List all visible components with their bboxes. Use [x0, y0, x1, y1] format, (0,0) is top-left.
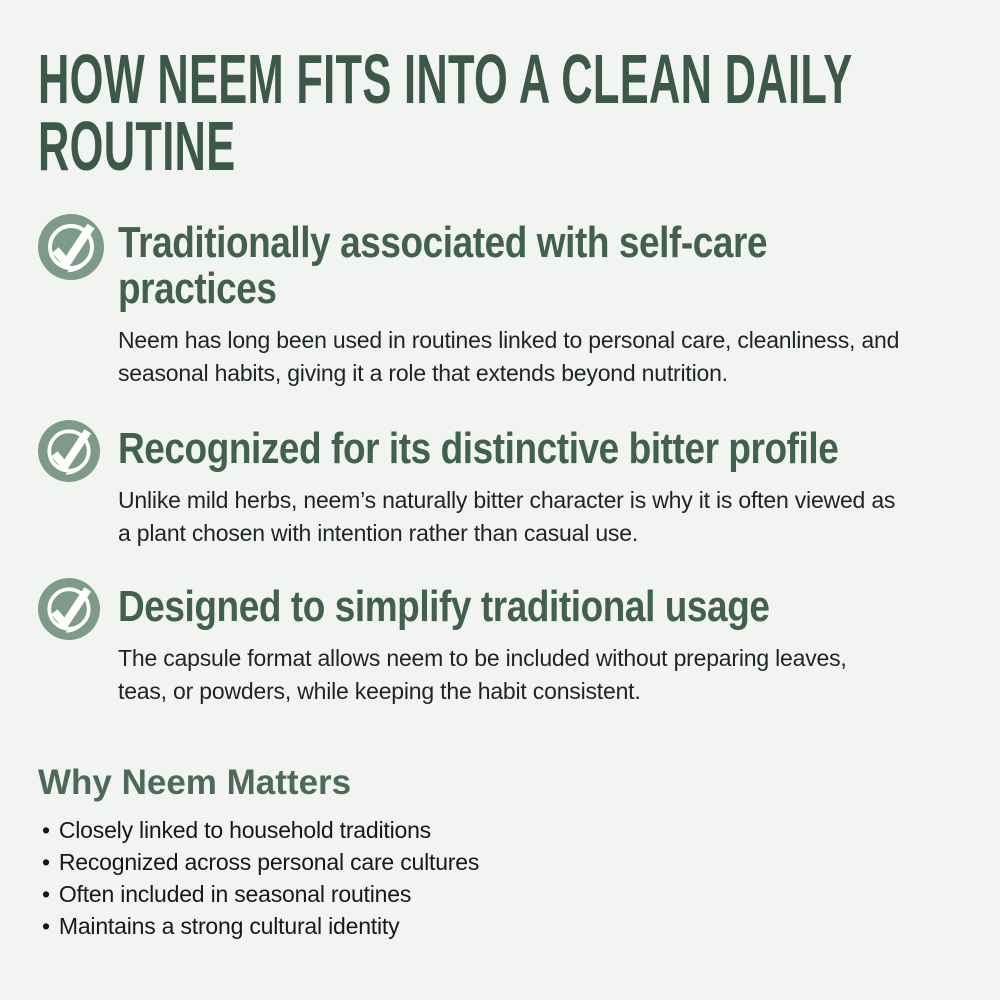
section-heading: Recognized for its distinctive bitter profile — [118, 424, 839, 473]
feature-section-simplify-usage — [38, 576, 960, 708]
page-title — [38, 40, 960, 185]
icon-column — [38, 212, 118, 390]
feature-section-bitter-profile — [38, 418, 960, 550]
list-item: • Often included in seasonal routines — [42, 878, 960, 910]
check-circle-icon — [38, 578, 100, 640]
check-circle-icon — [38, 420, 100, 482]
section-body: Unlike mild herbs, neem’s naturally bitter character is why it is often viewed as a plant chosen with intention rather than casual use. — [118, 487, 896, 546]
icon-column — [38, 418, 118, 550]
page-title-line-2: ROUTINE — [38, 107, 236, 185]
list-item: • Maintains a strong cultural identity — [42, 910, 960, 942]
section-body: The capsule format allows neem to be included without preparing leaves, teas, or powders, while keeping the habit consistent. — [118, 645, 847, 704]
feature-section-self-care — [38, 212, 960, 390]
section-text — [118, 418, 1000, 550]
section-text — [118, 212, 998, 390]
icon-column — [38, 576, 118, 708]
why-neem-matters-heading: Why Neem Matters — [38, 763, 352, 802]
why-neem-matters-list — [38, 814, 960, 942]
section-heading: Traditionally associated with self-care practices — [118, 218, 768, 313]
feature-sections — [38, 212, 960, 708]
check-circle-icon — [38, 214, 104, 280]
section-heading: Designed to simplify traditional usage — [118, 582, 770, 631]
list-item: • Recognized across personal care cultures — [42, 846, 960, 878]
section-text — [118, 576, 1000, 708]
list-item: • Closely linked to household traditions — [42, 814, 960, 846]
page-title-line-1: HOW NEEM FITS INTO A CLEAN DAILY — [38, 40, 853, 118]
section-body: Neem has long been used in routines linked to personal care, cleanliness, and seasonal habits, giving it a role that extends beyond nutrition. — [118, 327, 900, 386]
